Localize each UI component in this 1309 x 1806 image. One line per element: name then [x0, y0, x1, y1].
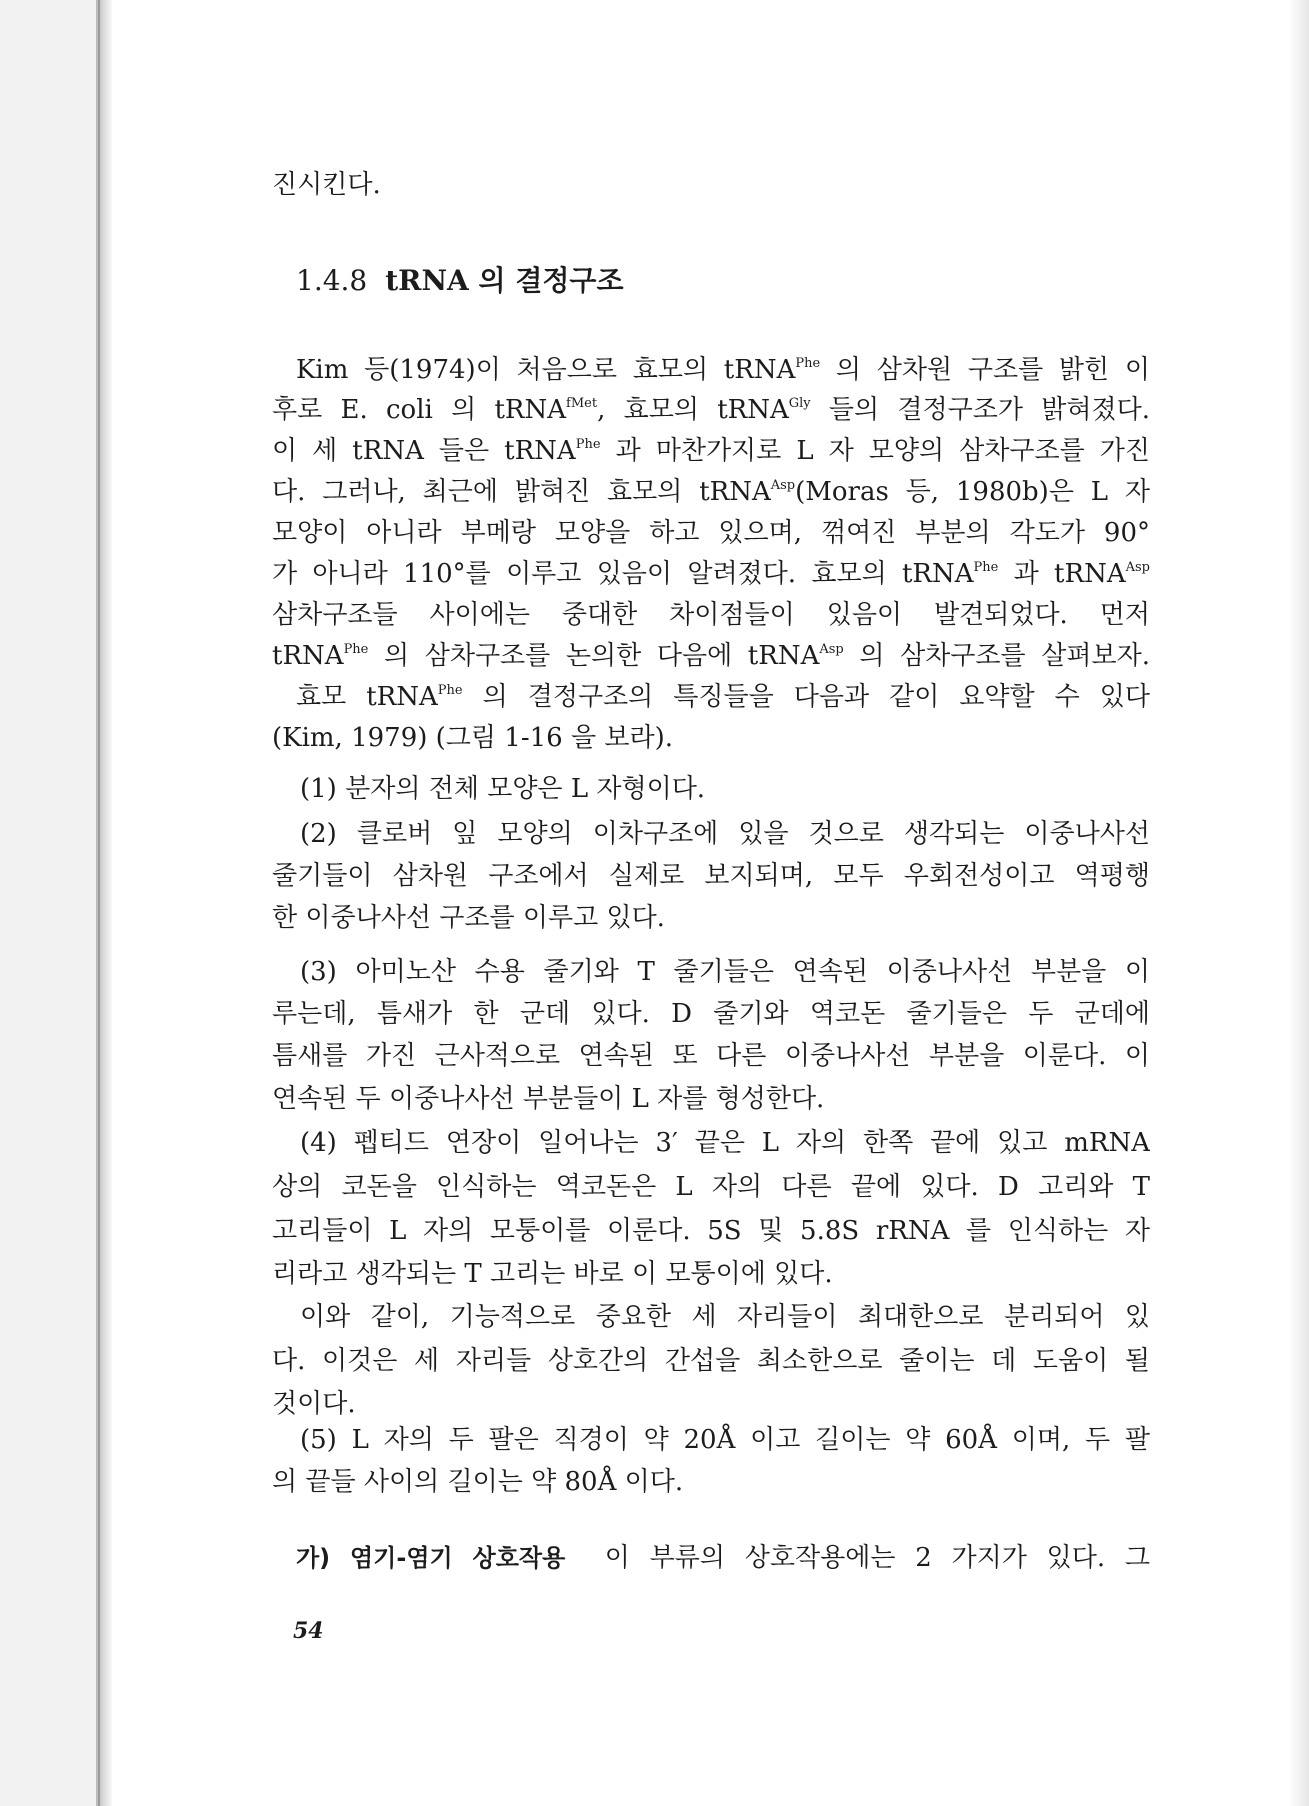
text-line: 줄기들이 삼차원 구조에서 실제로 보지되며, 모두 우회전성이고 역평행: [272, 861, 1150, 891]
text-line: 가 아니라 110°를 이루고 있음이 알려졌다. 효모의 tRNA$^{Phe}$ 과 tRNA$^{Asp}$: [272, 559, 1150, 589]
text-line: 모양이 아니라 부메랑 모양을 하고 있으며, 꺾여진 부분의 각도가 90°: [272, 518, 1150, 548]
text-line: 고리들이 L 자의 모퉁이를 이룬다. 5S 및 5.8S rRNA 를 인식하는 자: [272, 1216, 1150, 1246]
text-line: (4) 펩티드 연장이 일어나는 3′ 끝은 L 자의 한쪽 끝에 있고 mRNA: [300, 1128, 1150, 1158]
section-title: tRNA 의 결정구조: [385, 264, 624, 297]
text-line: 다. 이것은 세 자리들 상호간의 간섭을 최소한으로 줄이는 데 도움이 될: [272, 1346, 1150, 1376]
subsection-label: 가) 염기-염기 상호작용: [296, 1544, 566, 1572]
first-line: 진시킨다.: [272, 170, 381, 200]
text-line: 이 세 tRNA 들은 tRNA$^{Phe}$ 과 마찬가지로 L 자 모양의 삼차구조를 가진: [272, 436, 1150, 466]
subsection-text: 이 부류의 상호작용에는 2 가지가 있다. 그: [604, 1543, 1150, 1573]
text-line: 한 이중나사선 구조를 이루고 있다.: [272, 903, 665, 933]
text-line: 효모 tRNA$^{Phe}$ 의 결정구조의 특징들을 다음과 같이 요약할 수 있다: [296, 682, 1150, 712]
text-line: 삼차구조들 사이에는 중대한 차이점들이 있음이 발견되었다. 먼저: [272, 600, 1150, 630]
text-line: 연속된 두 이중나사선 부분들이 L 자를 형성한다.: [272, 1084, 825, 1114]
text-line: (3) 아미노산 수용 줄기와 T 줄기들은 연속된 이중나사선 부분을 이: [300, 957, 1150, 987]
text-line: (2) 클로버 잎 모양의 이차구조에 있을 것으로 생각되는 이중나사선: [300, 819, 1150, 849]
text-line: 다. 그러나, 최근에 밝혀진 효모의 tRNA$^{Asp}$(Moras 등, 1980b)은 L 자: [272, 477, 1150, 507]
page-right-shadow: [1289, 0, 1309, 1806]
text-line: (1) 분자의 전체 모양은 L 자형이다.: [300, 774, 706, 804]
page-number: 54: [293, 1618, 324, 1644]
text-line: 이와 같이, 기능적으로 중요한 세 자리들이 최대한으로 분리되어 있: [300, 1302, 1150, 1332]
text-line: 루는데, 틈새가 한 군데 있다. D 줄기와 역코돈 줄기들은 두 군데에: [272, 999, 1150, 1029]
page-left-edge-line: [98, 0, 100, 1806]
text-line: 의 끝들 사이의 길이는 약 80Å 이다.: [272, 1467, 684, 1497]
subsection-line: [296, 1538, 1150, 1578]
text-line: tRNA$^{Phe}$ 의 삼차구조를 논의한 다음에 tRNA$^{Asp}$ 의 삼차구조를 살펴보자.: [272, 641, 1150, 671]
text-line: 틈새를 가진 근사적으로 연속된 또 다른 이중나사선 부분을 이룬다. 이: [272, 1041, 1150, 1071]
text-line: Kim 등(1974)이 처음으로 효모의 tRNA$^{Phe}$ 의 삼차원 구조를 밝힌 이: [296, 355, 1150, 385]
section-heading: [296, 261, 624, 301]
text-line: 후로 E. coli 의 tRNA$^{fMet}$, 효모의 tRNA$^{Gly}$ 들의 결정구조가 밝혀졌다.: [272, 395, 1150, 425]
section-number: 1.4.8: [296, 264, 368, 297]
text-line: (Kim, 1979) (그림 1-16 을 보라).: [272, 723, 673, 753]
text-line: (5) L 자의 두 팔은 직경이 약 20Å 이고 길이는 약 60Å 이며, 두 팔: [300, 1425, 1150, 1455]
text-line: 것이다.: [272, 1389, 356, 1419]
text-line: 상의 코돈을 인식하는 역코돈은 L 자의 다른 끝에 있다. D 고리와 T: [272, 1172, 1150, 1202]
text-line: 리라고 생각되는 T 고리는 바로 이 모퉁이에 있다.: [272, 1259, 833, 1289]
